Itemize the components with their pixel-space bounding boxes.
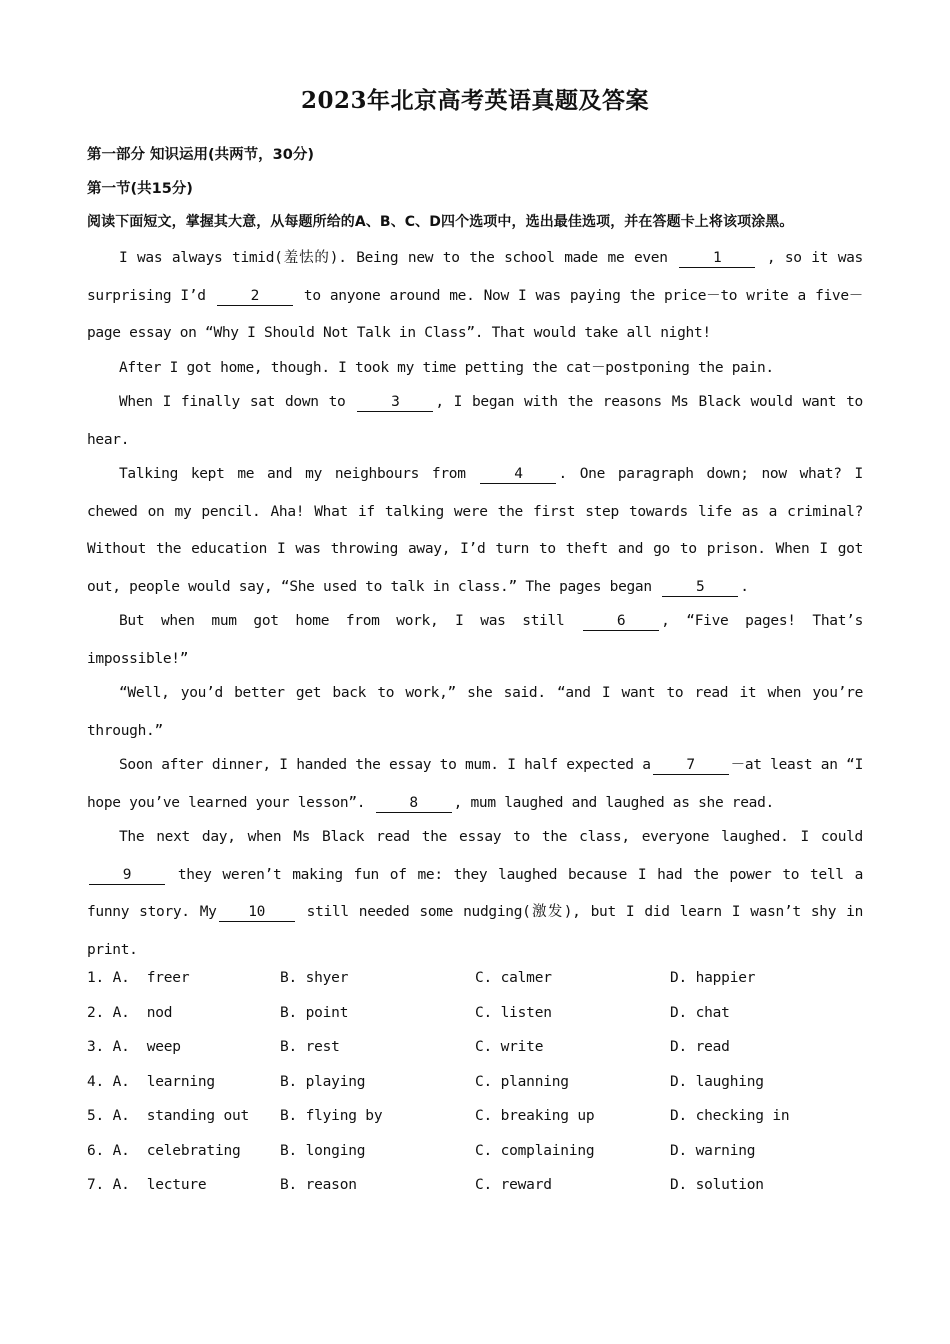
passage-text: I was always timid(羞怯的). Being new to the school made me even <box>119 250 668 266</box>
passage-text: . One paragraph down; now what? I chewed on my pencil. Aha! What if talking were the first step towards life as a criminal? Without the education I was throwing away, I’d turn to theft and go to prison. When I got out, people would say, “She used to talk in class.” The pages began <box>87 466 863 595</box>
option-a-text: nod <box>146 1004 173 1021</box>
question-3-options <box>87 1032 867 1067</box>
option-d: D. chat <box>670 1004 730 1021</box>
paragraph-4 <box>87 456 863 606</box>
passage-text: The next day, when Ms Black read the essay to the class, everyone laughed. I could <box>119 829 863 845</box>
paragraph-8 <box>87 819 863 969</box>
option-c: C. complaining <box>475 1142 595 1159</box>
blank-9: 9 <box>89 866 165 885</box>
question-7-options <box>87 1170 867 1205</box>
question-1-options <box>87 963 867 998</box>
paragraph-7 <box>87 747 863 822</box>
passage-text: , I began with the reasons Ms Black would want to hear. <box>87 394 863 448</box>
option-a-text: celebrating <box>146 1142 241 1159</box>
option-c: C. reward <box>475 1177 552 1193</box>
option-c: C. breaking up <box>475 1108 595 1124</box>
blank-6: 6 <box>583 612 659 631</box>
option-a <box>87 998 172 1028</box>
passage-text: , so it was surprising I’d <box>87 250 863 304</box>
option-d: D. laughing <box>670 1073 764 1090</box>
option-a <box>87 1067 215 1097</box>
option-a-text: standing out <box>146 1108 250 1124</box>
option-b: B. reason <box>280 1177 357 1193</box>
passage-text: . <box>740 578 749 595</box>
option-a <box>87 1101 249 1131</box>
passage-text: －at least an “I hope you’ve learned your lesson”. <box>87 757 863 811</box>
blank-10: 10 <box>219 903 295 922</box>
question-4-options <box>87 1067 867 1102</box>
option-b: B. rest <box>280 1039 340 1055</box>
option-c: C. calmer <box>475 970 552 986</box>
passage-text: Talking kept me and my neighbours from <box>119 466 466 482</box>
option-d: D. checking in <box>670 1108 790 1124</box>
blank-3: 3 <box>357 393 433 412</box>
question-number: 6. A. <box>87 1142 130 1159</box>
blank-2: 2 <box>217 287 293 306</box>
question-6-options <box>87 1136 867 1171</box>
passage-text: When I finally sat down to <box>119 394 346 410</box>
question-number: 2. A. <box>87 1004 130 1021</box>
option-b: B. shyer <box>280 970 349 986</box>
passage-text: Soon after dinner, I handed the essay to mum. I half expected a <box>119 757 651 773</box>
passage-text: they weren’t making fun of me: they laughed because I had the power to tell a funny story. My <box>87 866 863 920</box>
option-a-text: lecture <box>146 1177 207 1193</box>
blank-1: 1 <box>679 249 755 268</box>
option-a-text: freer <box>146 970 190 986</box>
option-d: D. read <box>670 1039 730 1055</box>
option-a <box>87 1032 181 1062</box>
passage-text: But when mum got home from work, I was still <box>119 613 565 629</box>
blank-8: 8 <box>376 794 452 813</box>
option-a <box>87 1136 241 1166</box>
question-number: 7. A. <box>87 1177 130 1193</box>
passage-text: , “Five pages! That’s impossible!” <box>87 613 863 667</box>
paragraph-5 <box>87 603 863 678</box>
option-c: C. write <box>475 1039 544 1055</box>
option-d: D. solution <box>670 1177 764 1193</box>
question-5-options <box>87 1101 867 1136</box>
paragraph-3 <box>87 384 863 459</box>
paragraph-1 <box>87 240 863 353</box>
passage-text: to anyone around me. Now I was paying the price－to write a five－page essay on “Why I Should Not Talk in Class”. That would take all night! <box>87 287 863 341</box>
instructions: 阅读下面短文，掌握其大意，从每题所给的A、B、C、D四个选项中，选出最佳选项，并在答题卡上将该项涂黑。 <box>87 214 794 230</box>
paragraph-2: After I got home, though. I took my time petting the cat－postponing the pain. <box>119 359 774 376</box>
passage-text: , mum laughed and laughed as she read. <box>453 794 774 811</box>
question-2-options <box>87 998 867 1033</box>
blank-4: 4 <box>480 465 556 484</box>
question-number: 4. A. <box>87 1073 130 1090</box>
option-c: C. listen <box>475 1004 552 1021</box>
question-number: 1. A. <box>87 970 130 986</box>
option-d: D. happier <box>670 970 756 986</box>
question-number: 3. A. <box>87 1039 130 1055</box>
answer-options <box>87 963 867 1205</box>
option-b: B. flying by <box>280 1108 383 1124</box>
cloze-passage <box>87 240 863 969</box>
option-b: B. point <box>280 1004 349 1021</box>
passage-text: still needed some nudging(激发), but I did learn I wasn’t shy in print. <box>87 904 863 958</box>
option-b: B. playing <box>280 1073 366 1090</box>
option-d: D. warning <box>670 1142 756 1159</box>
option-a <box>87 963 189 993</box>
part-heading: 第一部分 知识运用(共两节，30分) <box>87 147 314 163</box>
option-b: B. longing <box>280 1142 366 1159</box>
blank-5: 5 <box>662 578 738 597</box>
section-heading: 第一节(共15分) <box>87 181 193 197</box>
option-a-text: weep <box>146 1039 181 1055</box>
question-number: 5. A. <box>87 1108 130 1124</box>
option-a <box>87 1170 206 1200</box>
document-title: 2023年北京高考英语真题及答案 <box>300 87 649 114</box>
paragraph-6: “Well, you’d better get back to work,” she said. “and I want to read it when you’re through.” <box>87 685 863 739</box>
option-a-text: learning <box>146 1073 215 1090</box>
option-c: C. planning <box>475 1073 569 1090</box>
blank-7: 7 <box>653 756 729 775</box>
